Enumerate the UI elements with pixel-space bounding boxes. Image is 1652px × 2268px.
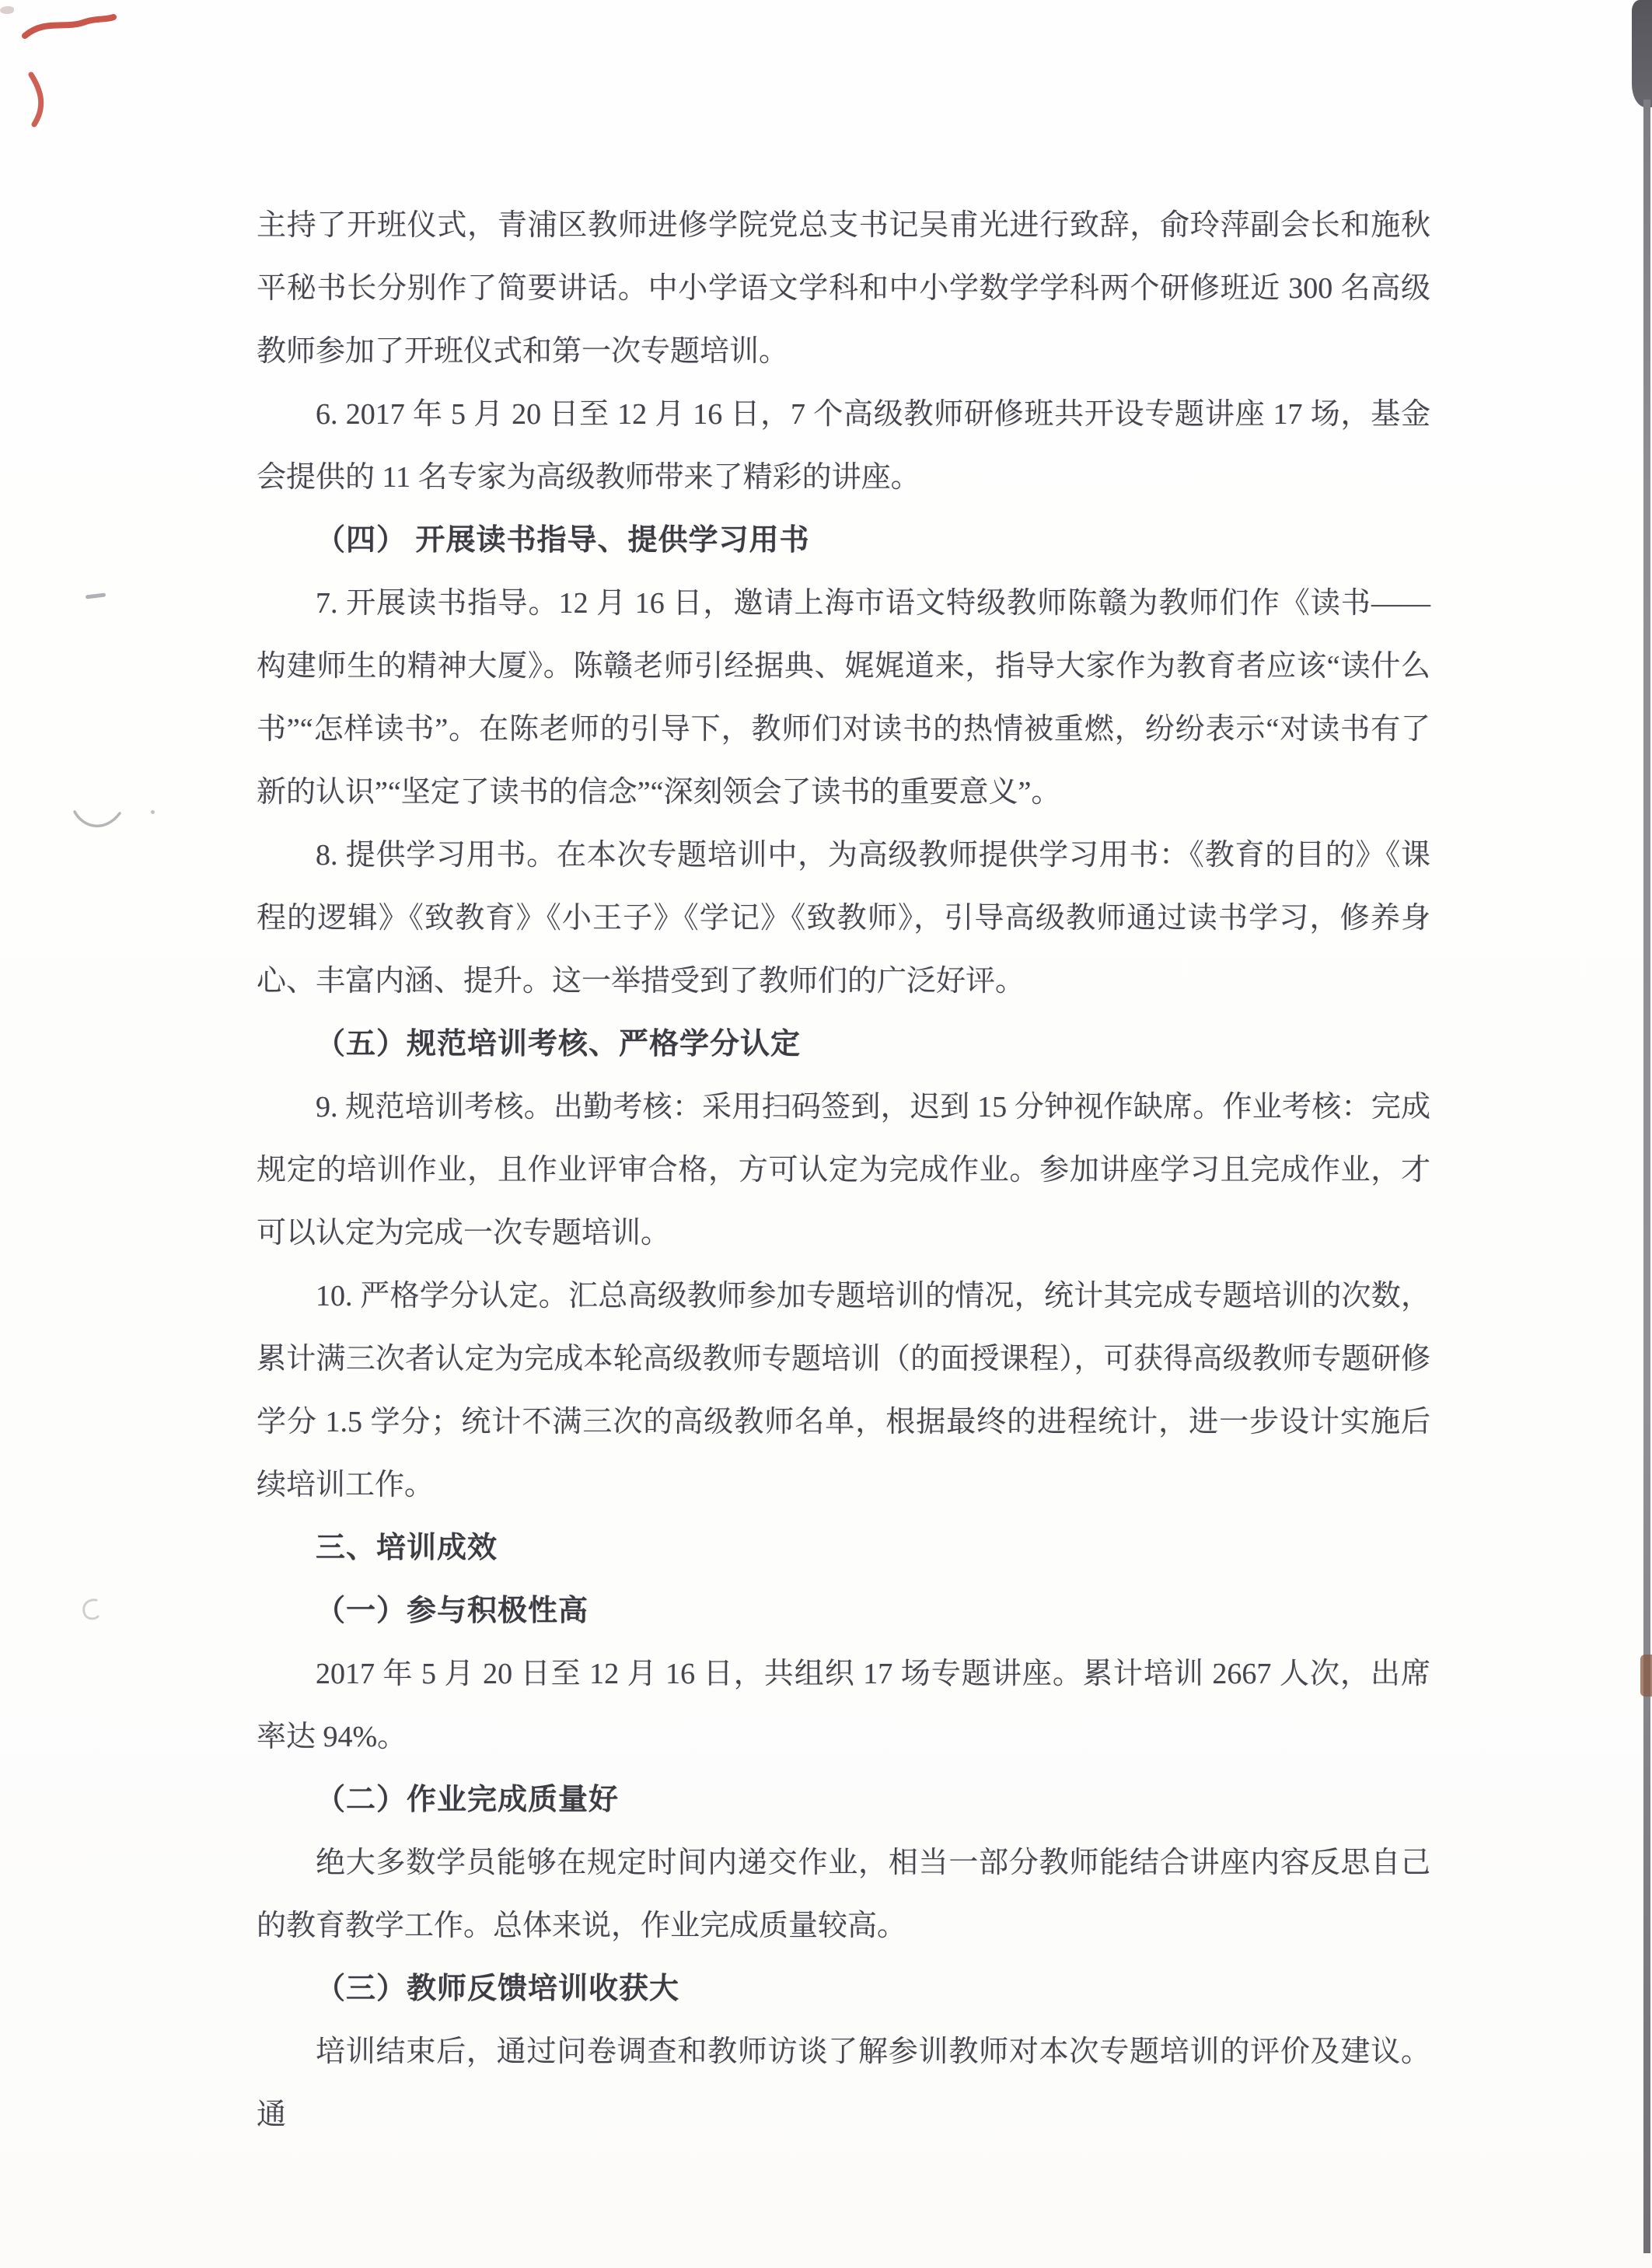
paragraph: 9. 规范培训考核。出勤考核：采用扫码签到，迟到 15 分钟视作缺席。作业考核：完成规定的培训作业，且作业评审合格，方可认定为完成作业。参加讲座学习且完成作业，才可以认定为完成一次专题培训。 xyxy=(257,1091,1430,1249)
paragraph: 主持了开班仪式，青浦区教师进修学院党总支书记吴甫光进行致辞，俞玲萍副会长和施秋平秘书长分别作了简要讲话。中小学语文学科和中小学数学学科两个研修班近 300 名高级教师参加了开班仪式和第一次专题培训。 xyxy=(257,209,1430,368)
paragraph: 8. 提供学习用书。在本次专题培训中，为高级教师提供学习用书：《教育的目的》《课程的逻辑》《致教育》《小王子》《学记》《致教师》，引导高级教师通过读书学习，修养身心、丰富内涵、提升。这一举措受到了教师们的广泛好评。 xyxy=(257,839,1430,998)
red-pen-mark xyxy=(14,3,177,135)
section-heading: （一）参与积极性高 xyxy=(316,1595,589,1627)
section-heading: （二）作业完成质量好 xyxy=(316,1784,620,1816)
chapter-heading: 三、培训成效 xyxy=(316,1532,498,1564)
pencil-smudge xyxy=(78,1595,101,1622)
paragraph: 6. 2017 年 5 月 20 日至 12 月 16 日，7 个高级教师研修班共开设专题讲座 17 场，基金会提供的 11 名专家为高级教师带来了精彩的讲座。 xyxy=(257,398,1430,494)
section-heading: （四） 开展读书指导、提供学习用书 xyxy=(316,524,810,557)
section-heading: （五）规范培训考核、严格学分认定 xyxy=(316,1028,802,1061)
scan-corner-smudge xyxy=(0,6,14,14)
pencil-smudge xyxy=(151,810,155,814)
pencil-smudge xyxy=(72,806,126,837)
paragraph: 2017 年 5 月 20 日至 12 月 16 日，共组织 17 场专题讲座。累计培训 2667 人次，出席率达 94%。 xyxy=(257,1658,1430,1753)
section-heading: （三）教师反馈培训收获大 xyxy=(316,1973,680,2005)
paragraph: 绝大多数学员能够在规定时间内递交作业，相当一部分教师能结合讲座内容反思自己的教育教学工作。总体来说，作业完成质量较高。 xyxy=(257,1847,1430,1942)
scan-edge-smudge xyxy=(1640,1655,1652,1697)
document-text-column xyxy=(257,194,1430,2147)
scan-edge-line xyxy=(1643,100,1650,2253)
paragraph: 培训结束后，通过问卷调查和教师访谈了解参训教师对本次专题培训的评价及建议。通 xyxy=(257,2036,1430,2131)
scan-edge-shadow-top xyxy=(1632,0,1652,107)
paragraph: 7. 开展读书指导。12 月 16 日，邀请上海市语文特级教师陈赣为教师们作《读书——构建师生的精神大厦》。陈赣老师引经据典、娓娓道来，指导大家作为教育者应该“读什么书”“怎样读书”。在陈老师的引导下，教师们对读书的热情被重燃，纷纷表示“对读书有了新的认识”“坚定了读书的信念”“深刻领会了读书的重要意义”。 xyxy=(257,587,1431,809)
paragraph: 10. 严格学分认定。汇总高级教师参加专题培训的情况，统计其完成专题培训的次数，累计满三次者认定为完成本轮高级教师专题培训（的面授课程），可获得高级教师专题研修学分 1.5 学分；统计不满三次的高级教师名单，根据最终的进程统计，进一步设计实施后续培训工作。 xyxy=(257,1280,1430,1501)
